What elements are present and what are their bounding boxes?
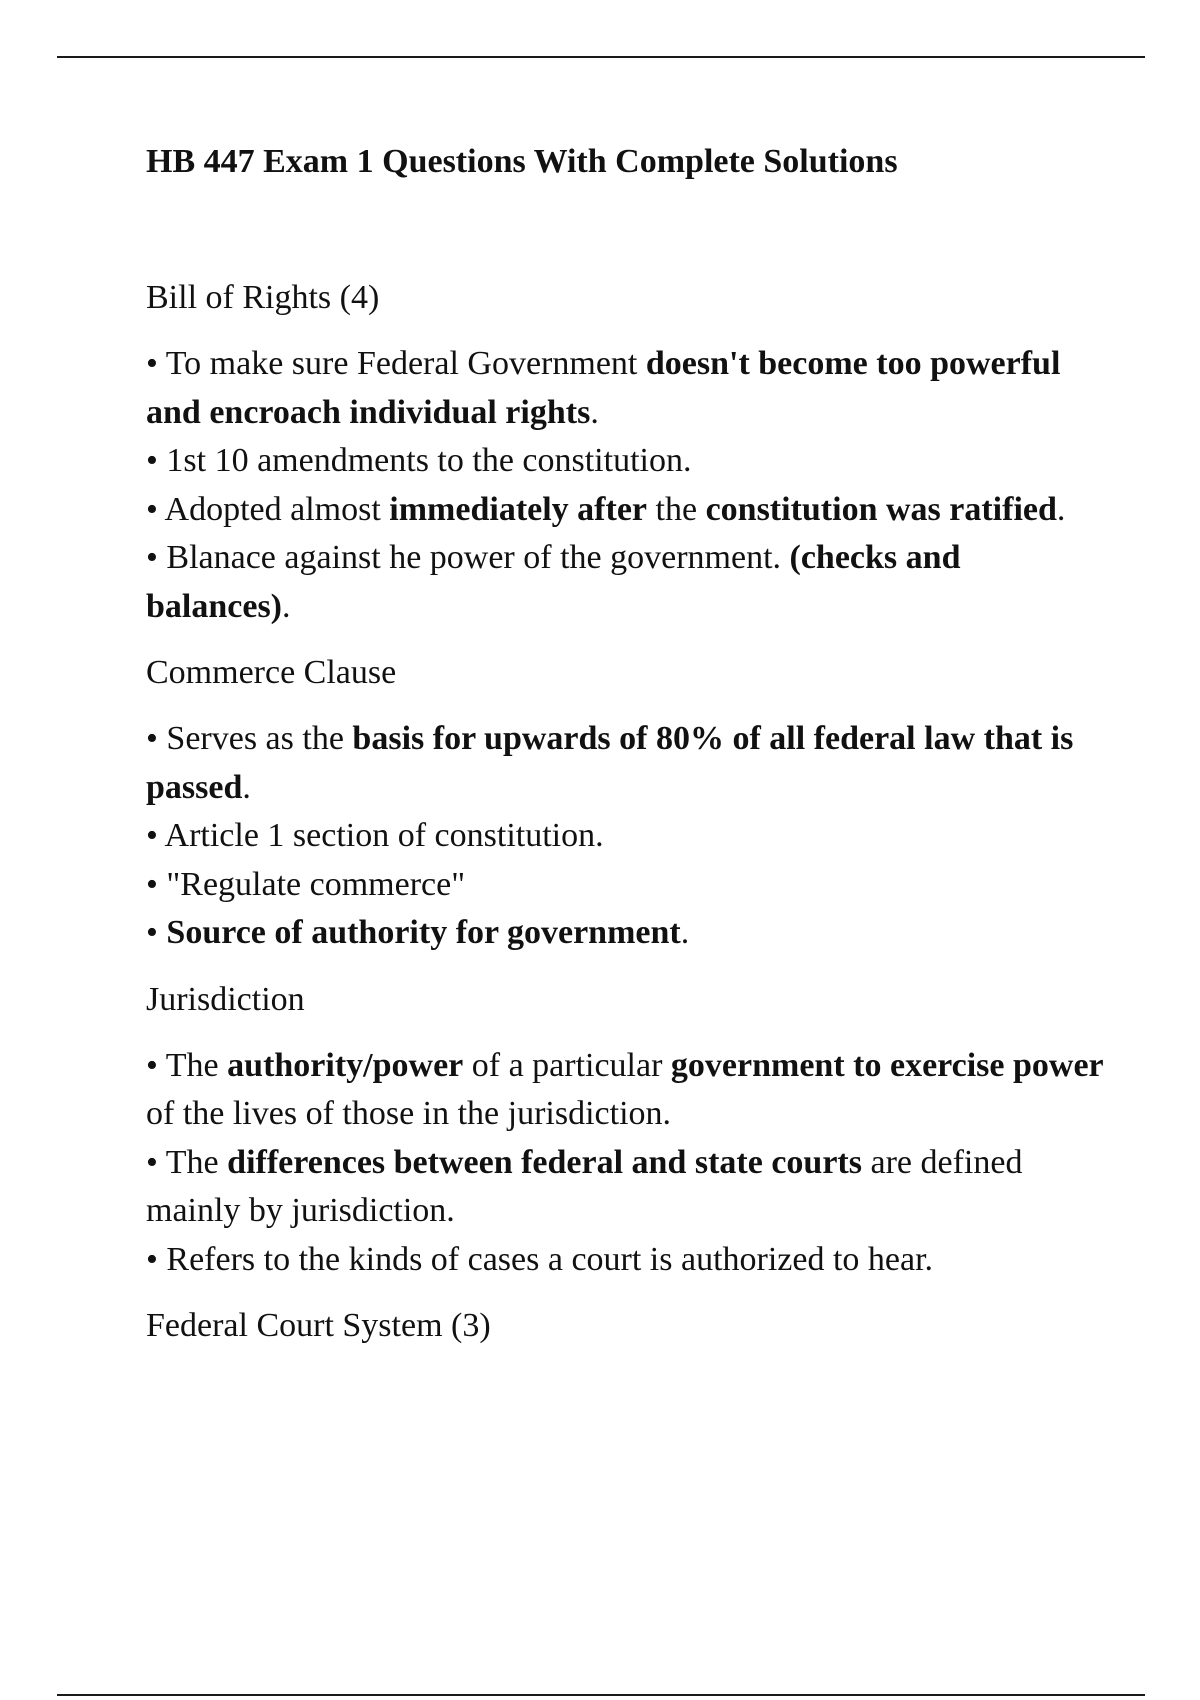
section xyxy=(146,274,1106,631)
bold-text: immediately after xyxy=(389,490,648,528)
bold-text: authority/power xyxy=(227,1046,464,1084)
bullet-item xyxy=(146,861,1106,910)
text: • Article 1 section of constitution. xyxy=(146,817,604,854)
section-heading: Federal Court System (3) xyxy=(146,1307,491,1344)
text: . xyxy=(282,587,291,625)
section-heading: Bill of Rights (4) xyxy=(146,279,380,316)
bullet-item xyxy=(146,909,1106,958)
sections-container xyxy=(146,274,1106,1350)
bullet-list xyxy=(146,340,1106,631)
text: . xyxy=(1056,490,1066,528)
text: . xyxy=(242,768,251,806)
bold-text: differences between federal and state courts xyxy=(227,1143,862,1181)
text: are defined mainly by jurisdiction. xyxy=(146,1143,1023,1229)
bullet-item xyxy=(146,340,1106,437)
bottom-rule xyxy=(57,1694,1145,1696)
bullet-item xyxy=(146,1042,1106,1139)
text: • Adopted almost xyxy=(146,490,390,528)
bullet-item xyxy=(146,437,1106,486)
bullet-item xyxy=(146,534,1106,631)
text: • Refers to the kinds of cases a court is authorized to hear. xyxy=(146,1240,934,1278)
bold-text: government to exercise power xyxy=(670,1046,1104,1084)
bold-text: constitution was ratified xyxy=(705,490,1057,528)
bullet-item xyxy=(146,715,1106,812)
text: the xyxy=(647,490,706,528)
bold-text: basis for upwards of 80% of all federal law that is passed xyxy=(146,720,1074,806)
bullet-item xyxy=(146,486,1106,535)
text: • "Regulate commerce" xyxy=(146,865,466,903)
bullet-item xyxy=(146,1139,1106,1236)
text: • xyxy=(146,914,167,951)
text: • Blanace against he power of the government. xyxy=(146,539,790,576)
bullet-item xyxy=(146,812,1106,861)
top-rule xyxy=(57,56,1145,58)
document-body xyxy=(146,140,1106,1368)
section-heading: Jurisdiction xyxy=(146,980,305,1018)
section xyxy=(146,1302,1106,1350)
section xyxy=(146,649,1106,958)
text: of the lives of those in the jurisdiction. xyxy=(146,1095,672,1132)
bullet-item xyxy=(146,1236,1106,1285)
text: . xyxy=(680,914,690,951)
bold-text: doesn't become too powerful and encroach individual rights xyxy=(146,345,1061,431)
section xyxy=(146,976,1106,1285)
text: • The xyxy=(146,1143,228,1181)
text: • To make sure Federal Government xyxy=(146,345,646,382)
text: • 1st 10 amendments to the constitution. xyxy=(146,442,692,479)
document-title: HB 447 Exam 1 Questions With Complete Solutions xyxy=(146,143,898,180)
bullet-list xyxy=(146,1042,1106,1285)
text: of a particular xyxy=(463,1046,671,1084)
text: . xyxy=(590,393,599,431)
bold-text: (checks and balances) xyxy=(146,539,961,625)
bullet-list xyxy=(146,715,1106,958)
section-heading: Commerce Clause xyxy=(146,654,397,691)
text: • Serves as the xyxy=(146,720,353,757)
text: • The xyxy=(146,1046,228,1084)
bold-text: Source of authority for government xyxy=(166,914,681,951)
